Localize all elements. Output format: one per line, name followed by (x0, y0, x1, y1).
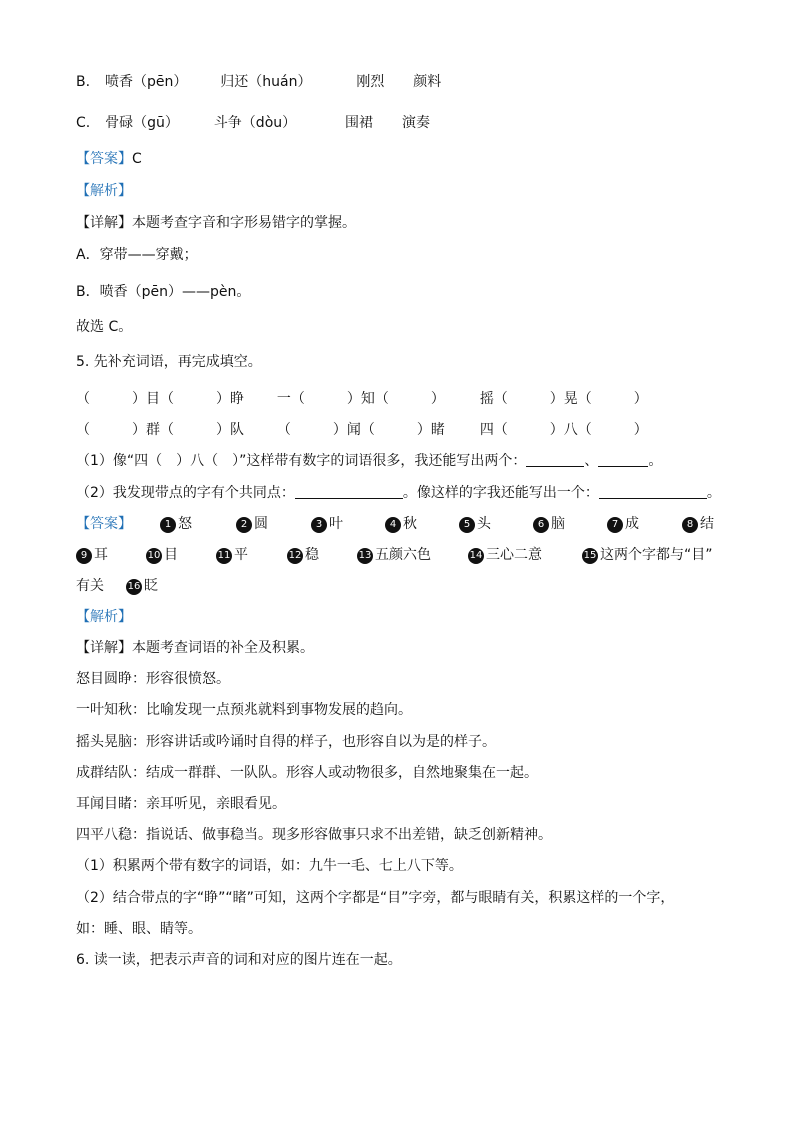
q4-answer (76, 149, 142, 169)
q4-line-a: A．穿带——穿戴； (76, 247, 198, 263)
q5-sub2: （2）我发现带点的字有个共同点： 。像这样的字我还能写出一个： 。 (76, 485, 721, 501)
explanation-line: （2）结合带点的字“睁”“睹”可知，这两个字都是“目”字旁，都与眼睛有关，积累这样的一个字， (76, 890, 675, 906)
answer-blank[interactable] (599, 484, 707, 499)
option-c-line (76, 113, 430, 133)
explanation-line: 怒目圆睁：形容很愤怒。 (76, 671, 230, 687)
q6-title: 6. 读一读，把表示声音的词和对应的图片连在一起。 (76, 952, 402, 968)
q4-conclusion: 故选 C。 (76, 319, 133, 335)
answer-item: 16 眨 (127, 578, 158, 594)
explanation-line: 四平八稳：指说话、做事稳当。现多形容做事只求不出差错，缺乏创新精神。 (76, 827, 552, 843)
explanation-line: 摇头晃脑：形容讲话或吟诵时自得的样子，也形容自以为是的样子。 (76, 734, 496, 750)
answer-item: 14 三心二意 (469, 547, 542, 563)
answer-item-continued: 有关 (76, 578, 104, 594)
q5-sub1: （1）像“四（ ）八（ ）”这样带有数字的词语很多，我还能写出两个： 、 。 (76, 453, 663, 469)
option-b-line (76, 72, 441, 92)
answer-item: 8 结 (682, 514, 714, 534)
answer-item: 15 这两个字都与“目” (583, 547, 713, 563)
q5-detail: 【详解】本题考查词语的补全及积累。 (76, 640, 314, 656)
answer-item: 12 稳 (288, 547, 319, 563)
q4-line-b: B．喷香（pēn）——pèn。 (76, 284, 251, 300)
explanation-line: 成群结队：结成一群群、一队队。形容人或动物很多，自然地聚集在一起。 (76, 765, 538, 781)
blank-phrase: （ ）群（ ）队 (76, 422, 244, 438)
blank-phrase: 四（ ）八（ ） (479, 422, 648, 438)
q5-analysis-tag: 【解析】 (76, 609, 132, 625)
answer-item: 7 成 (607, 514, 639, 534)
answer-value: C (132, 151, 142, 167)
answer-item: 9 耳 (76, 545, 108, 565)
option-word: 演奏 (401, 115, 430, 131)
answer-item: 10 目 (147, 547, 178, 563)
q5-title: 5. 先补充词语，再完成填空。 (76, 354, 262, 370)
blank-phrase: 摇（ ）晃（ ） (479, 391, 648, 407)
option-word: 颜料 (413, 74, 442, 90)
option-word: 喷香（pēn） (104, 74, 188, 90)
answer-blank[interactable] (526, 452, 584, 467)
answer-blank[interactable] (295, 484, 403, 499)
answer-item: 5 头 (459, 514, 491, 534)
option-word: 斗争（dòu） (213, 115, 297, 131)
answer-item: 3 叶 (311, 514, 343, 534)
q4-detail: 【详解】本题考查字音和字形易错字的掌握。 (76, 215, 356, 231)
answer-item: 13 五颜六色 (358, 547, 431, 563)
q5-row1 (76, 389, 648, 409)
explanation-line: 如：睡、眼、睛等。 (76, 921, 202, 937)
explanation-line: （1）积累两个带有数字的词语，如：九牛一毛、七上八下等。 (76, 858, 463, 874)
answer-item: 4 秋 (385, 514, 417, 534)
option-word: 归还（huán） (220, 74, 312, 90)
option-word: 刚烈 (356, 74, 385, 90)
blank-phrase: （ ）目（ ）睁 (76, 391, 244, 407)
option-label: B. (76, 74, 91, 90)
explanation-line: 耳闻目睹：亲耳听见，亲眼看见。 (76, 796, 286, 812)
answer-item: 6 脑 (533, 514, 565, 534)
answer-item: 11 平 (217, 547, 248, 563)
answer-tag: 【答案】 (76, 151, 132, 167)
answer-blank[interactable] (598, 452, 648, 467)
q4-analysis-tag: 【解析】 (76, 183, 132, 199)
explanation-line: 一叶知秋：比喻发现一点预兆就料到事物发展的趋向。 (76, 702, 412, 718)
blank-phrase: （ ）闻（ ）睹 (276, 422, 445, 438)
option-word: 围裙 (345, 115, 374, 131)
option-label: C. (76, 115, 91, 131)
blank-phrase: 一（ ）知（ ） (276, 391, 445, 407)
option-word: 骨碌（gū） (105, 115, 179, 131)
answer-item: 1 怒 (160, 514, 192, 534)
q5-answer-tag: 【答案】 (76, 516, 132, 532)
answer-item: 2 圆 (236, 514, 268, 534)
q5-row2 (76, 420, 648, 440)
